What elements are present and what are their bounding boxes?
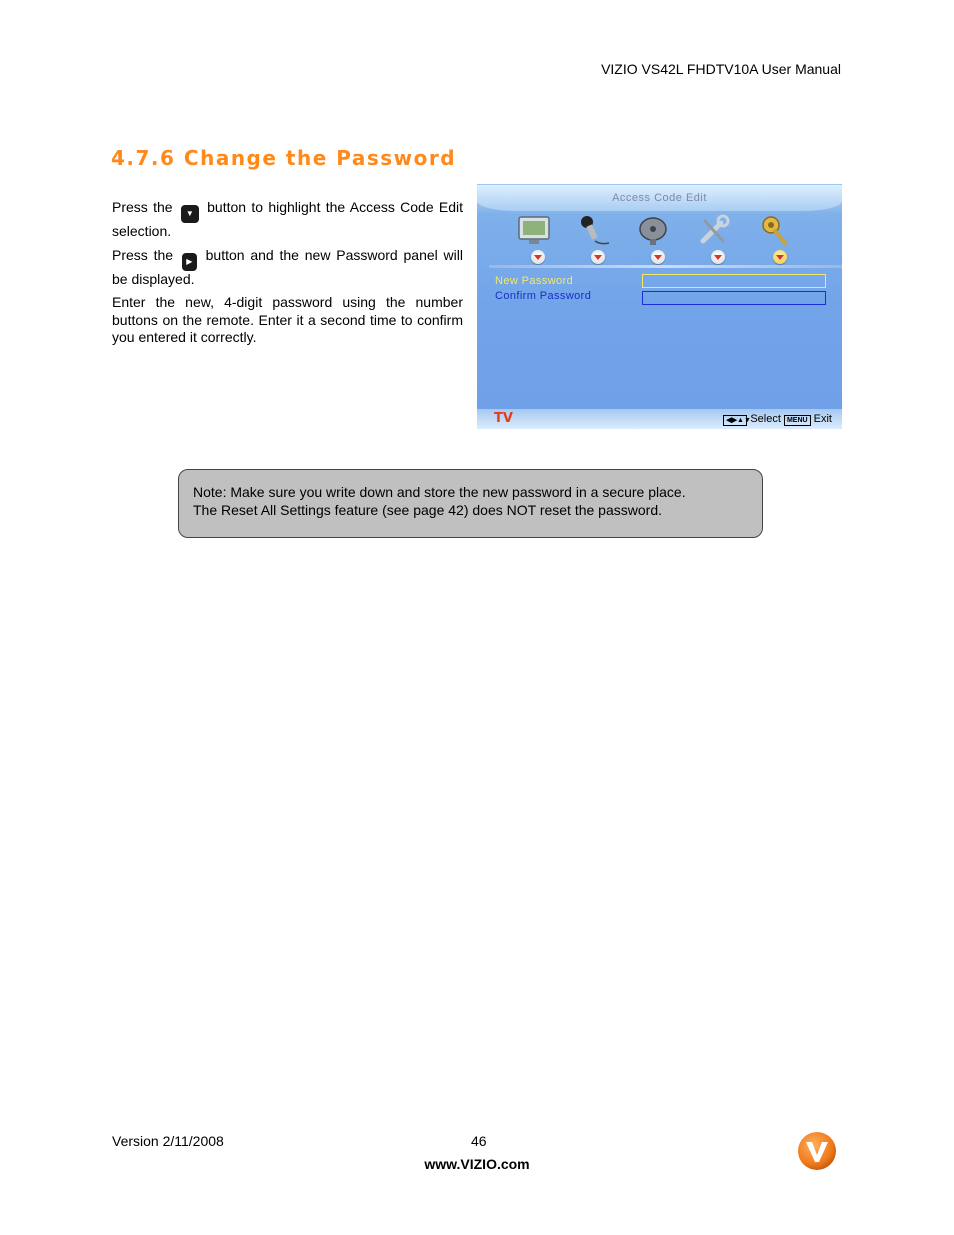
right-arrow-button-icon: ▶ — [182, 253, 197, 271]
osd-help-hint — [723, 413, 832, 426]
note-box — [178, 469, 763, 538]
manual-header-title: VIZIO VS42L FHDTV10A User Manual — [601, 61, 841, 77]
tv-osd-screenshot — [477, 184, 842, 429]
tools-icon — [695, 213, 735, 249]
new-password-label: New Password — [495, 275, 574, 287]
input-source-label: TV — [494, 411, 513, 426]
picture-icon — [515, 213, 555, 249]
select-hint: Select — [750, 413, 781, 425]
osd-menu-icons — [507, 213, 817, 249]
new-password-field — [642, 274, 826, 288]
parental-lock-icon — [755, 213, 795, 249]
confirm-password-field — [642, 291, 826, 305]
note-line-2: The Reset All Settings feature (see page 42) does NOT reset the password. — [193, 502, 662, 518]
exit-hint: Exit — [813, 413, 832, 425]
audio-icon — [575, 213, 615, 249]
footer-version: Version 2/11/2008 — [112, 1133, 224, 1149]
down-arrow-button-icon: ▼ — [181, 205, 199, 223]
osd-menu-pointer-tools — [711, 250, 725, 264]
section-title: 4.7.6 Change the Password — [111, 146, 457, 170]
instruction-step-2: Press the ▶ button and the new Password panel will be displayed. — [112, 246, 463, 287]
osd-divider — [489, 265, 842, 268]
tv-setup-icon — [635, 213, 675, 249]
instruction-step-1: Press the ▼ button to highlight the Access Code Edit selection. — [112, 199, 464, 239]
menu-key-icon: MENU — [784, 415, 811, 426]
instructions-text — [112, 199, 463, 353]
vizio-logo-icon — [797, 1131, 837, 1171]
note-line-1: Note: Make sure you write down and store the new password in a secure place. — [193, 484, 686, 500]
confirm-password-label: Confirm Password — [495, 290, 592, 302]
osd-menu-pointer-lock — [773, 250, 787, 264]
osd-menu-pointer-audio — [591, 250, 605, 264]
osd-menu-pointer-setup — [651, 250, 665, 264]
navigation-keys-icon: ◀▶▲▼ — [723, 415, 747, 426]
instruction-step-3: Enter the new, 4-digit password using the number buttons on the remote. Enter it a second time to confirm you entered it correctly. — [112, 294, 463, 345]
osd-menu-title: Access Code Edit — [612, 192, 707, 204]
footer-page-number: 46 — [471, 1133, 487, 1149]
footer-url: www.VIZIO.com — [424, 1156, 530, 1172]
osd-menu-pointer-picture — [531, 250, 545, 264]
